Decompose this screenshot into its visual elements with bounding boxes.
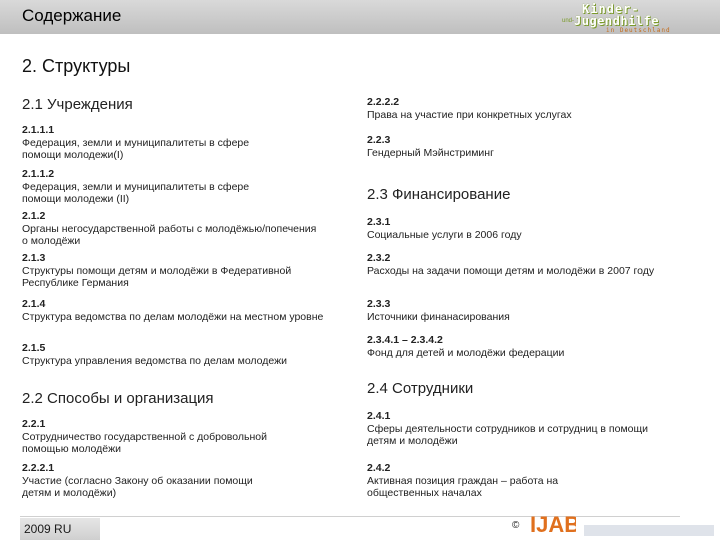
logo-und: und- bbox=[562, 18, 575, 24]
toc-item-text: Структура ведомства по делам молодёжи на местном уровне bbox=[22, 310, 324, 323]
logo-line2: Jugendhilfe bbox=[574, 14, 659, 28]
toc-item-number: 2.2.3 bbox=[367, 134, 391, 146]
toc-item-number: 2.3.4.1 – 2.3.4.2 bbox=[367, 334, 443, 346]
toc-item-text: Активная позиция граждан – работа на общественных началах bbox=[367, 474, 559, 499]
toc-item-text: Органы негосударственной работы с молодёжью/попечения о молодёжи bbox=[22, 222, 317, 247]
footer-year: 2009 RU bbox=[20, 518, 100, 540]
toc-item[interactable] bbox=[367, 410, 648, 448]
toc-item-number: 2.3.2 bbox=[367, 252, 391, 264]
toc-item[interactable] bbox=[22, 252, 291, 290]
footer-link-bar[interactable] bbox=[584, 525, 714, 536]
section-heading-financing: 2.3 Финансирование bbox=[367, 186, 511, 203]
toc-item[interactable] bbox=[22, 298, 323, 323]
toc-item[interactable] bbox=[367, 298, 510, 323]
copyright-symbol: © bbox=[512, 520, 520, 531]
page-title: 2. Структуры bbox=[22, 56, 131, 76]
toc-item[interactable] bbox=[22, 418, 267, 456]
ijab-logo-text: IJAB bbox=[530, 512, 576, 537]
toc-item-text: Сферы деятельности сотрудников и сотрудниц в помощи детям и молодёжи bbox=[367, 422, 649, 447]
logo-line1: Kinder- bbox=[582, 2, 640, 16]
toc-item-number: 2.2.2.1 bbox=[22, 462, 55, 474]
toc-item-text: Структуры помощи детям и молодёжи в Федеративной Республике Германия bbox=[22, 264, 292, 289]
toc-item-number: 2.4.2 bbox=[367, 462, 391, 474]
toc-item-number: 2.1.3 bbox=[22, 252, 46, 264]
section-heading-staff: 2.4 Сотрудники bbox=[367, 380, 474, 397]
toc-item-number: 2.3.1 bbox=[367, 216, 391, 228]
toc-item-text: Участие (согласно Закону об оказании помощи детям и молодёжи) bbox=[22, 474, 253, 499]
toc-item-number: 2.1.4 bbox=[22, 298, 46, 310]
toc-item[interactable] bbox=[367, 134, 494, 159]
toc-item-text: Права на участие при конкретных услугах bbox=[367, 108, 572, 121]
toc-item[interactable] bbox=[22, 342, 287, 367]
toc-item[interactable] bbox=[367, 96, 572, 121]
toc-item-text: Расходы на задачи помощи детям и молодёжи в 2007 году bbox=[367, 264, 655, 277]
toc-item[interactable] bbox=[367, 334, 564, 359]
toc-item[interactable] bbox=[367, 462, 558, 500]
toc-item-number: 2.2.1 bbox=[22, 418, 46, 430]
toc-item[interactable] bbox=[367, 252, 654, 277]
footer-divider bbox=[20, 516, 680, 517]
toc-item-number: 2.1.5 bbox=[22, 342, 46, 354]
logo-line3: in Deutschland bbox=[606, 27, 671, 34]
toc-item-number: 2.1.1.1 bbox=[22, 124, 55, 136]
toc-item-text: Фонд для детей и молодёжи федерации bbox=[367, 346, 565, 359]
ijab-logo bbox=[528, 508, 576, 538]
toc-item[interactable] bbox=[22, 210, 316, 248]
toc-item[interactable] bbox=[22, 462, 253, 500]
toc-item[interactable] bbox=[22, 168, 249, 206]
toc-item-text: Федерация, земли и муниципалитеты в сфере помощи молодежи(I) bbox=[22, 136, 250, 161]
header-title: Содержание bbox=[22, 6, 122, 25]
toc-item-text: Гендерный Мэйнстриминг bbox=[367, 146, 494, 159]
toc-item-number: 2.1.2 bbox=[22, 210, 46, 222]
section-heading-institutions: 2.1 Учреждения bbox=[22, 96, 133, 113]
toc-item-number: 2.1.1.2 bbox=[22, 168, 55, 180]
toc-item-text: Сотрудничество государственной с добровольной помощью молодёжи bbox=[22, 430, 267, 455]
toc-item-number: 2.2.2.2 bbox=[367, 96, 400, 108]
toc-item[interactable] bbox=[367, 216, 522, 241]
toc-item-number: 2.3.3 bbox=[367, 298, 391, 310]
toc-item-text: Структура управления ведомства по делам молодежи bbox=[22, 354, 288, 367]
toc-item[interactable] bbox=[22, 124, 249, 162]
section-heading-methods: 2.2 Способы и организация bbox=[22, 390, 214, 407]
toc-item-text: Федерация, земли и муниципалитеты в сфере помощи молодежи (II) bbox=[22, 180, 250, 205]
kinder-jugendhilfe-logo bbox=[562, 2, 674, 36]
toc-item-number: 2.4.1 bbox=[367, 410, 391, 422]
toc-item-text: Источники финанасирования bbox=[367, 310, 510, 323]
toc-item-text: Социальные услуги в 2006 году bbox=[367, 228, 522, 241]
